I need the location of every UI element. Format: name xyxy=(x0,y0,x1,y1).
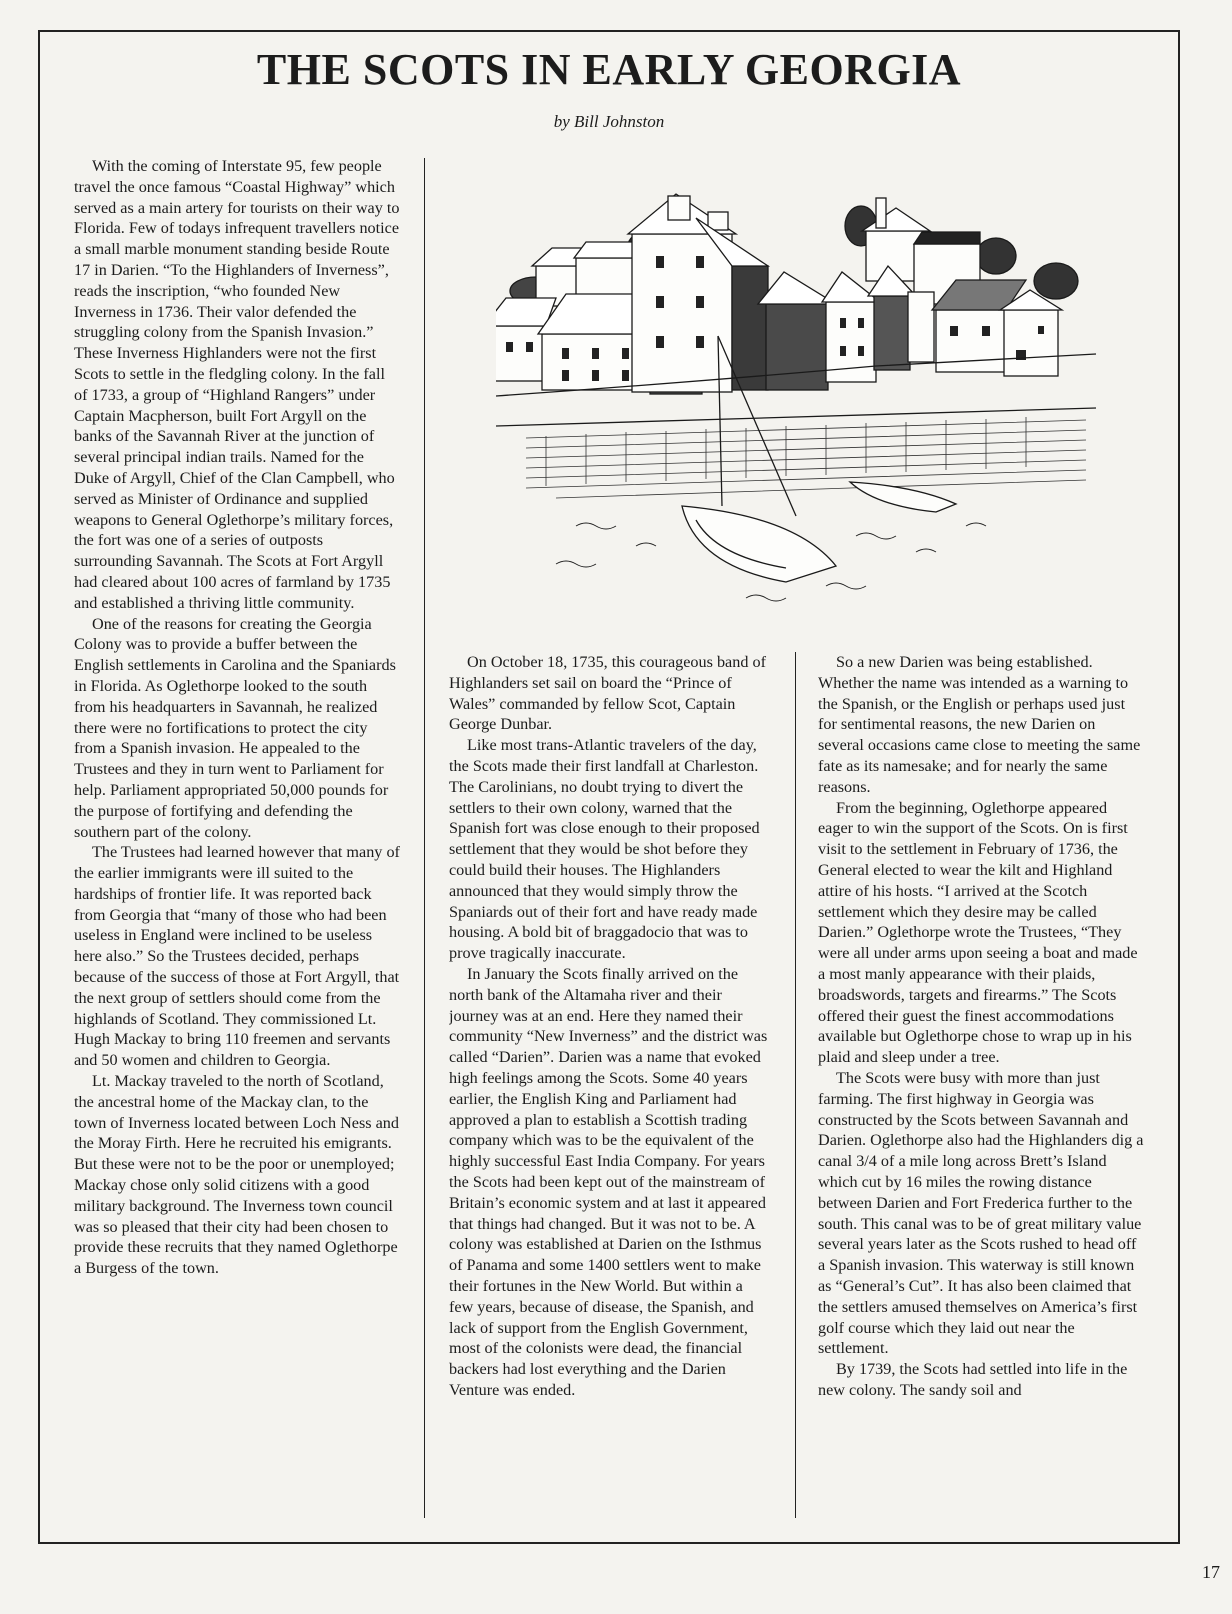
paragraph: So a new Darien was being established. Whether the name was intended as a warning to the Spanish, or the English or perhaps used just for sentimental reasons, the new Darien on several occasions came close to meeting the same fate as its namesake; and for nearly the same reasons. xyxy=(818,653,1141,796)
column-2 xyxy=(449,652,771,1526)
paragraph: The Scots were busy with more than just farming. The first highway in Georgia was constructed by the Scots between Savannah and Darien. Oglethorpe also had the Highlanders dig a canal 3/4 of a mile long across Brett’s Island which cut by 16 miles the rowing distance between Darien and Fort Frederica further to the south. This canal was to be of great military value several years later as the Scots rushed to head off a Spanish invasion. This waterway is still known as “General’s Cut”. It has also been claimed that the settlers amused themselves on America’s first golf course which they laid out near the settlement. xyxy=(818,1068,1144,1358)
paragraph: The Trustees had learned however that many of the earlier immigrants were ill suited to the hardships of frontier life. It was reported back from Georgia that “many of those who had been useless in England were inclined to be useless here also.” So the Trustees decided, perhaps because of the success of those at Fort Argyll, that the next group of settlers should come from the highlands of Scotland. They commissioned Lt. Hugh Mackay to bring 110 freemen and servants and 50 women and children to Georgia. xyxy=(74,843,400,1070)
paragraph: In January the Scots finally arrived on the north bank of the Altamaha river and their journey was at an end. Here they named their community “New Inverness” and the district was called “Darien”. Darien was a name that evoked high feelings among the Scots. Some 40 years earlier, the English King and Parliament had approved a plan to establish a Scottish trading company which was to be the equivalent of the highly successful East India Company. For years the Scots had been kept out of the mainstream of Britain’s economic system and at last it appeared that things had changed. But it was not to be. A colony was established at Darien on the Isthmus of Panama and some 1400 settlers went to make their fortunes in the New World. But within a few years, because of disease, the Spanish, and lack of support from the English Government, most of the colonists were dead, the financial backers had lost everything and the Darien Venture was ended. xyxy=(449,964,768,1399)
paragraph: One of the reasons for creating the Georgia Colony was to provide a buffer between the English settlements in Carolina and the Spaniards in Florida. As Oglethorpe looked to the south from his headquarters in Savannah, he realized there were no fortifications to protect the city from a Spanish invasion. He appealed to the Trustees and they in turn went to Parliament for help. Parliament appropriated 50,000 pounds for the purpose of fortifying and defending the southern part of the colony. xyxy=(74,614,396,841)
paragraph: From the beginning, Oglethorpe appeared eager to win the support of the Scots. On is first visit to the settlement in February of 1736, the General elected to wear the kilt and Highland attire of his hosts. “I arrived at the Scotch settlement which they desire may be called Darien.” Oglethorpe wrote the Trustees, “They were all under arms upon seeing a boat and made a most manly appearance with their plaids, broadswords, targets and firearms.” The Scots offered their guest the finest accommodations available but Oglethorpe chose to wrap up in his plaid and sleep under a tree. xyxy=(818,798,1138,1067)
column-divider xyxy=(795,652,796,1518)
paragraph: With the coming of Interstate 95, few people travel the once famous “Coastal Highway” which served as a main artery for tourists on their way to Florida. Few of todays infrequent travellers notice a small marble monument standing beside Route 17 in Darien. “To the Highlanders of Inverness”, reads the inscription, “who founded New Inverness in 1736. Their valor defended the struggling colony from the Spanish Invasion.” These Inverness Highlanders were not the first Scots to settle in the fledgling colony. In the fall of 1733, a group of “Highland Rangers” under Captain Macpherson, built Fort Argyll on the banks of the Savannah River at the junction of several principal indian trails. Named for the Duke of Argyll, Chief of the Clan Campbell, who served as Minister of Ordinance and supplied weapons to General Oglethorpe’s military forces, the fort was one of a series of outposts surrounding Savannah. The Scots at Fort Argyll had cleared about 100 acres of farmland by 1735 and established a thriving little community. xyxy=(74,157,400,612)
paragraph: By 1739, the Scots had settled into life in the new colony. The sandy soil and xyxy=(818,1360,1128,1399)
page-number: 17 xyxy=(1202,1562,1220,1582)
paragraph: Like most trans-Atlantic travelers of the day, the Scots made their first landfall at Charleston. The Carolinians, no doubt trying to divert the settlers to their own colony, warned that the Spanish fort was close enough to their proposed settlement that they would be shot before they could build their houses. The Highlanders announced that they would simply throw the Spaniards out of their fort and have ready made housing. A bold bit of braggadocio that was to prove tragically inaccurate. xyxy=(449,736,760,963)
byline: by Bill Johnston xyxy=(553,112,665,131)
paragraph: Lt. Mackay traveled to the north of Scotland, the ancestral home of the Mackay clan, to the town of Inverness located between Loch Ness and the Moray Firth. Here he recruited his emigrants. But these were not to be the poor or unemployed; Mackay chose only solid citizens with a good military background. The Inverness town council was so pleased that their city had been chosen to provide these recruits that they named Oglethorpe a Burgess of the town. xyxy=(74,1072,399,1278)
article-title: THE SCOTS IN EARLY GEORGIA xyxy=(256,45,962,94)
paragraph: On October 18, 1735, this courageous band of Highlanders set sail on board the “Prince of Wales” commanded by fellow Scot, Captain George Dunbar. xyxy=(449,653,766,734)
column-divider xyxy=(424,158,425,1518)
harbor-village-illustration xyxy=(496,186,1102,618)
column-3 xyxy=(818,652,1144,1526)
column-1 xyxy=(74,156,400,1526)
